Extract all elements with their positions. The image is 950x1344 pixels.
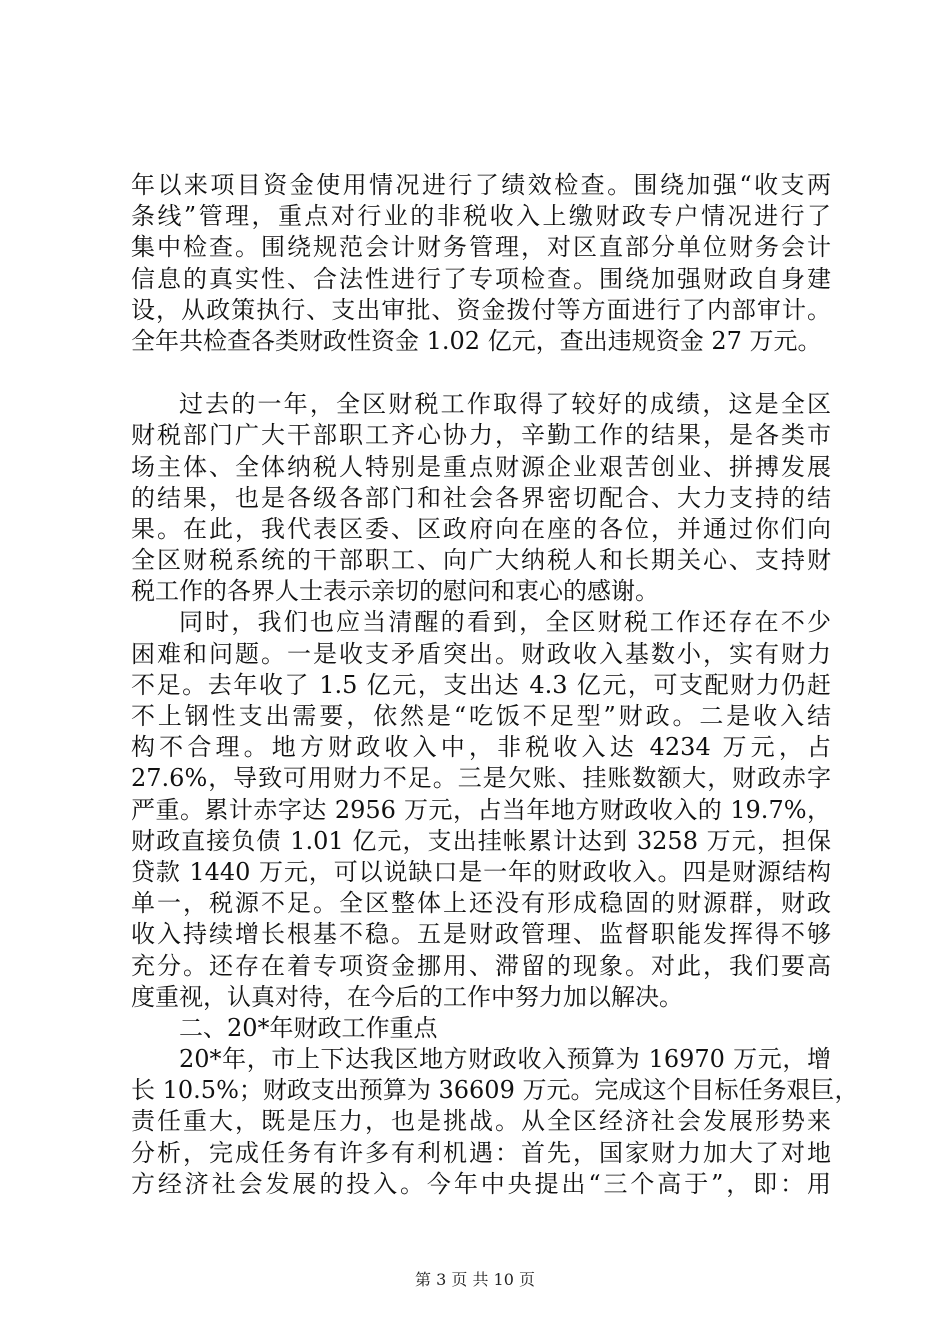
text-line: 27.6%，导致可用财力不足。三是欠账、挂账数额大，财政赤字 bbox=[131, 764, 831, 793]
text-line: 度重视，认真对待，在今后的工作中努力加以解决。 bbox=[131, 982, 683, 1011]
text-line: 过去的一年，全区财税工作取得了较好的成绩，这是全区 bbox=[179, 390, 831, 419]
text-line: 年以来项目资金使用情况进行了绩效检查。围绕加强“收支两 bbox=[131, 171, 831, 199]
text-line: 构不合理。地方财政收入中，非税收入达 4234 万元，占 bbox=[131, 733, 831, 762]
text-line: 收入持续增长根基不稳。五是财政管理、监督职能发挥得不够 bbox=[131, 920, 831, 949]
text-line: 责任重大，既是压力，也是挑战。从全区经济社会发展形势来 bbox=[131, 1107, 831, 1136]
text-line: 设，从政策执行、支出审批、资金拨付等方面进行了内部审计。 bbox=[131, 295, 831, 324]
paragraph-2 bbox=[131, 389, 831, 607]
text-line: 充分。还存在着专项资金挪用、滞留的现象。对此，我们要高 bbox=[131, 951, 831, 980]
text-line: 20*年，市上下达我区地方财政收入预算为 16970 万元，增 bbox=[179, 1045, 831, 1074]
paragraph-1 bbox=[131, 170, 831, 357]
section-heading: 二、20*年财政工作重点 bbox=[179, 1013, 438, 1042]
text-line: 方经济社会发展的投入。今年中央提出“三个高于”，即：用 bbox=[131, 1169, 831, 1198]
document-body bbox=[131, 170, 859, 1200]
text-line: 全年共检查各类财政性资金 1.02 亿元，查出违规资金 27 万元。 bbox=[131, 326, 822, 355]
text-line: 严重。累计赤字达 2956 万元，占当年地方财政收入的 19.7%， bbox=[131, 795, 831, 824]
text-line: 同时，我们也应当清醒的看到，全区财税工作还存在不少 bbox=[179, 608, 831, 637]
paragraph-gap bbox=[131, 357, 831, 389]
text-line: 长 10.5%；财政支出预算为 36609 万元。完成这个目标任务艰巨， bbox=[131, 1076, 859, 1105]
text-line: 不上钢性支出需要，依然是“吃饭不足型”财政。二是收入结 bbox=[131, 702, 831, 730]
text-line: 困难和问题。一是收支矛盾突出。财政收入基数小，实有财力 bbox=[131, 639, 831, 668]
text-line: 财税部门广大干部职工齐心协力，辛勤工作的结果，是各类市 bbox=[131, 421, 831, 450]
text-line: 的结果，也是各级各部门和社会各界密切配合、大力支持的结 bbox=[131, 483, 831, 512]
text-line: 贷款 1440 万元，可以说缺口是一年的财政收入。四是财源结构 bbox=[131, 857, 831, 886]
text-line: 果。在此，我代表区委、区政府向在座的各位，并通过你们向 bbox=[131, 514, 831, 543]
paragraph-3 bbox=[131, 607, 831, 1012]
page-footer: 第 3 页 共 10 页 bbox=[415, 1270, 535, 1289]
text-line: 税工作的各界人士表示亲切的慰问和衷心的感谢。 bbox=[131, 577, 659, 606]
text-line: 分析，完成任务有许多有利机遇：首先，国家财力加大了对地 bbox=[131, 1138, 831, 1167]
text-line: 全区财税系统的干部职工、向广大纳税人和长期关心、支持财 bbox=[131, 546, 831, 575]
text-line: 单一，税源不足。全区整体上还没有形成稳固的财源群，财政 bbox=[131, 889, 831, 918]
text-line: 不足。去年收了 1.5 亿元，支出达 4.3 亿元，可支配财力仍赶 bbox=[131, 670, 831, 699]
text-line: 集中检查。围绕规范会计财务管理，对区直部分单位财务会计 bbox=[131, 233, 831, 262]
text-line: 场主体、全体纳税人特别是重点财源企业艰苦创业、拼搏发展 bbox=[131, 452, 831, 481]
text-line: 财政直接负债 1.01 亿元，支出挂帐累计达到 3258 万元，担保 bbox=[131, 826, 831, 855]
text-line: 条线”管理，重点对行业的非税收入上缴财政专户情况进行了 bbox=[131, 202, 831, 231]
paragraph-4 bbox=[131, 1044, 859, 1200]
text-line: 信息的真实性、合法性进行了专项检查。围绕加强财政自身建 bbox=[131, 264, 831, 293]
